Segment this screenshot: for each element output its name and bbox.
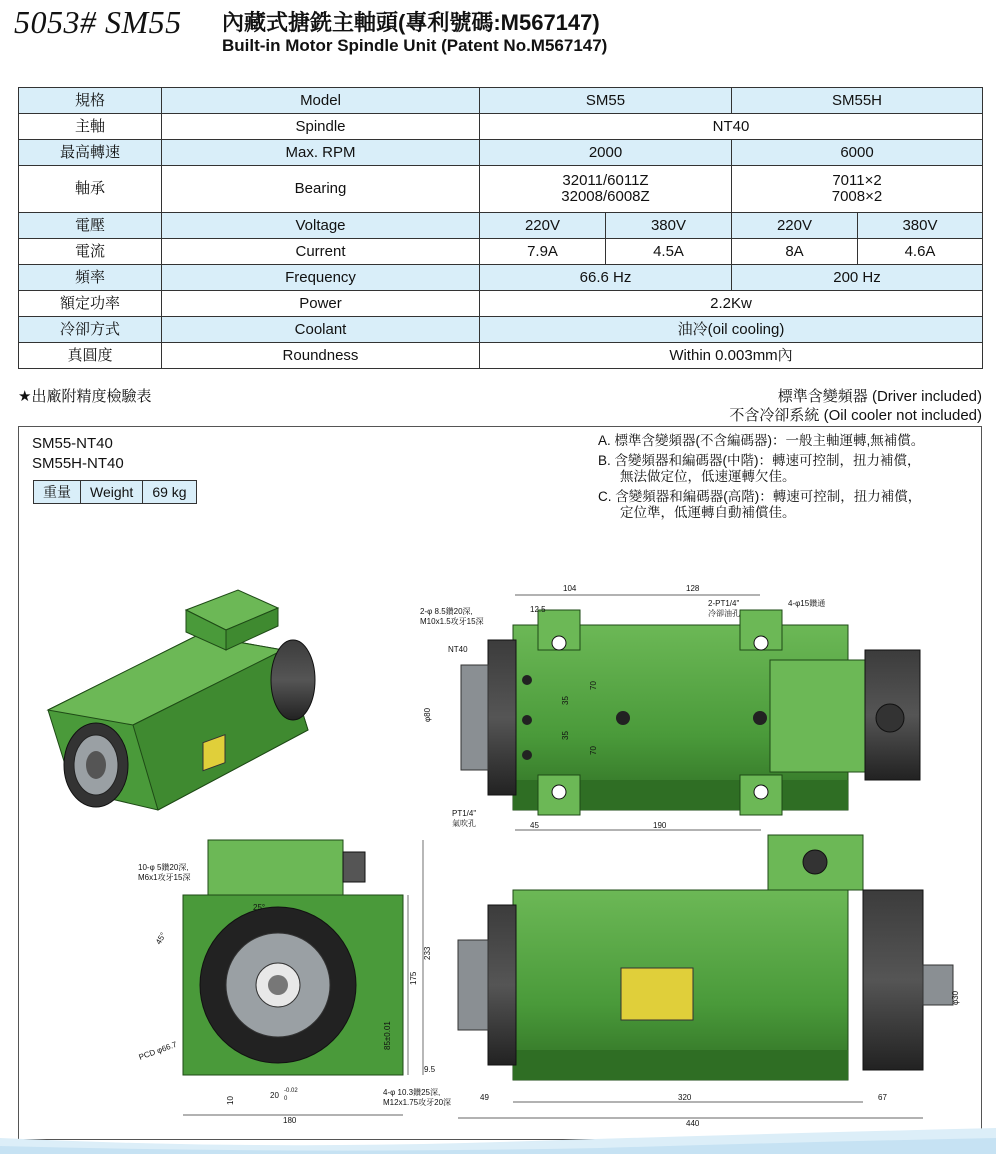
bearing-line: 7011×2 bbox=[832, 172, 882, 189]
dim-20-tol-up: -0.02 bbox=[284, 1088, 298, 1094]
cell: 規格 bbox=[19, 88, 162, 114]
dim-12-5: 12.5 bbox=[530, 605, 546, 614]
cell: 頻率 bbox=[19, 265, 162, 291]
cell: Voltage bbox=[162, 213, 480, 239]
top-view bbox=[420, 584, 920, 830]
cell: 380V bbox=[606, 213, 732, 239]
cell: SM55H bbox=[732, 88, 983, 114]
cell: Max. RPM bbox=[162, 140, 480, 166]
cell: 380V bbox=[858, 213, 983, 239]
inspection-note: ★出廠附精度檢驗表 bbox=[18, 388, 152, 405]
table-row bbox=[19, 239, 983, 265]
dim-holes-5a: 10-φ 5鑽20深, bbox=[138, 863, 189, 872]
dim-49: 49 bbox=[480, 1093, 489, 1102]
dim-angle-45: 45° bbox=[153, 931, 168, 946]
table-row bbox=[19, 140, 983, 166]
cell: 額定功率 bbox=[19, 291, 162, 317]
cell bbox=[732, 166, 983, 213]
title-english: Built-in Motor Spindle Unit (Patent No.M567147) bbox=[222, 36, 608, 55]
dim-phi80: φ80 bbox=[423, 707, 432, 722]
cell: Bearing bbox=[162, 166, 480, 213]
table-row bbox=[19, 88, 983, 114]
dim-holes-103a: 4-φ 10.3鑽25深, bbox=[383, 1088, 441, 1097]
cell: 軸承 bbox=[19, 166, 162, 213]
dim-20: 20 bbox=[270, 1091, 279, 1100]
table-row bbox=[19, 265, 983, 291]
dim-holes-103b: M12x1.75攻牙20深 bbox=[383, 1098, 452, 1107]
title-chinese: 內藏式搪銑主軸頭(專利號碼:M567147) bbox=[222, 10, 600, 35]
dim-pt14-bot: PT1/4" bbox=[452, 809, 477, 818]
dim-180: 180 bbox=[283, 1116, 297, 1125]
cell: 重量 bbox=[34, 481, 81, 504]
cell: 69 kg bbox=[143, 481, 196, 504]
cell: 2.2Kw bbox=[480, 291, 983, 317]
dim-9-5: 9.5 bbox=[424, 1065, 436, 1074]
cell: Power bbox=[162, 291, 480, 317]
dim-holes-5b: M6x1攻牙15深 bbox=[138, 873, 191, 882]
table-row bbox=[19, 166, 983, 213]
dim-85: 85±0.01 bbox=[383, 1021, 392, 1050]
bearing-line: 32008/6008Z bbox=[561, 188, 650, 205]
dim-holes-top: 4-φ15鑽通 bbox=[788, 599, 826, 608]
option-b-cont: 無法做定位，低速運轉欠佳。 bbox=[620, 469, 796, 484]
option-notes bbox=[598, 433, 978, 521]
dim-35a: 35 bbox=[561, 696, 570, 705]
footer-wave bbox=[0, 1128, 996, 1154]
dim-45: 45 bbox=[530, 821, 539, 830]
dim-phi30: φ30 bbox=[951, 990, 960, 1005]
option-a: A. 標準含變頻器(不含編碼器)：一般主軸運轉,無補償。 bbox=[598, 433, 925, 448]
dim-70a: 70 bbox=[589, 681, 598, 690]
table-row bbox=[19, 114, 983, 140]
cell: 真圓度 bbox=[19, 343, 162, 369]
cell: 電流 bbox=[19, 239, 162, 265]
model-name: SM55H-NT40 bbox=[32, 455, 124, 472]
cell: Current bbox=[162, 239, 480, 265]
bearing-line: 7008×2 bbox=[831, 188, 883, 205]
table-row bbox=[19, 317, 983, 343]
option-c-cont: 定位準，低運轉自動補償佳。 bbox=[620, 505, 796, 520]
dim-20-tol-dn: 0 bbox=[284, 1096, 288, 1102]
table-row bbox=[19, 343, 983, 369]
dim-67: 67 bbox=[878, 1093, 887, 1102]
cell: Roundness bbox=[162, 343, 480, 369]
option-c: C. 含變頻器和編碼器(高階)：轉速可控制，扭力補償， bbox=[598, 489, 922, 504]
isometric-view bbox=[48, 590, 315, 810]
cell: 200 Hz bbox=[732, 265, 983, 291]
option-b: B. 含變頻器和編碼器(中階)：轉速可控制，扭力補償， bbox=[598, 453, 921, 468]
cell: NT40 bbox=[480, 114, 983, 140]
cell: 油冷(oil cooling) bbox=[480, 317, 983, 343]
cell: 電壓 bbox=[19, 213, 162, 239]
cell: 8A bbox=[732, 239, 858, 265]
cell: 66.6 Hz bbox=[480, 265, 732, 291]
cell: 4.6A bbox=[858, 239, 983, 265]
dim-440: 440 bbox=[686, 1119, 700, 1128]
dim-233: 233 bbox=[423, 946, 432, 960]
dim-pcd: PCD φ66.7 bbox=[137, 1039, 179, 1062]
cell: 4.5A bbox=[606, 239, 732, 265]
dim-104: 104 bbox=[563, 584, 577, 593]
cell: 冷卻方式 bbox=[19, 317, 162, 343]
dim-holes-85b: M10x1.5攻牙15深 bbox=[420, 617, 484, 626]
dim-nt40: NT40 bbox=[448, 645, 468, 654]
dim-oil-inlet: 冷卻油孔 bbox=[708, 609, 740, 618]
cell: Within 0.003mm內 bbox=[480, 343, 983, 369]
cell: Weight bbox=[81, 481, 143, 504]
cell: Frequency bbox=[162, 265, 480, 291]
cell: 7.9A bbox=[480, 239, 606, 265]
table-row bbox=[19, 213, 983, 239]
cell: 220V bbox=[480, 213, 606, 239]
cell: 2000 bbox=[480, 140, 732, 166]
dim-175: 175 bbox=[409, 971, 418, 985]
weight-table bbox=[33, 480, 197, 504]
cell: SM55 bbox=[480, 88, 732, 114]
dim-320: 320 bbox=[678, 1093, 692, 1102]
bearing-line: 32011/6011Z bbox=[562, 172, 649, 189]
dim-air-hole: 氣吹孔 bbox=[452, 819, 476, 828]
table-row bbox=[19, 291, 983, 317]
cell: Spindle bbox=[162, 114, 480, 140]
dim-128: 128 bbox=[686, 584, 700, 593]
cell: Model bbox=[162, 88, 480, 114]
front-view bbox=[138, 840, 451, 1125]
cell: 最高轉速 bbox=[19, 140, 162, 166]
dim-pt14-top: 2-PT1/4" bbox=[708, 599, 740, 608]
dim-holes-85a: 2-φ 8.5鑽20深, bbox=[420, 607, 473, 616]
model-name: SM55-NT40 bbox=[32, 435, 113, 452]
dim-35b: 35 bbox=[561, 731, 570, 740]
cell bbox=[480, 166, 732, 213]
side-view bbox=[458, 835, 960, 1128]
dim-190: 190 bbox=[653, 821, 667, 830]
dim-10: 10 bbox=[226, 1096, 235, 1105]
dim-70b: 70 bbox=[589, 746, 598, 755]
spec-table bbox=[18, 87, 983, 369]
dim-angle-25: 25° bbox=[253, 903, 266, 912]
cell: Coolant bbox=[162, 317, 480, 343]
driver-note: 標準含變頻器 (Driver included) bbox=[777, 388, 982, 405]
cooler-note: 不含冷卻系統 (Oil cooler not included) bbox=[729, 407, 982, 424]
cell: 6000 bbox=[732, 140, 983, 166]
technical-drawing bbox=[18, 540, 982, 1130]
cell: 220V bbox=[732, 213, 858, 239]
cell: 主軸 bbox=[19, 114, 162, 140]
product-code: 5053# SM55 bbox=[14, 4, 182, 40]
